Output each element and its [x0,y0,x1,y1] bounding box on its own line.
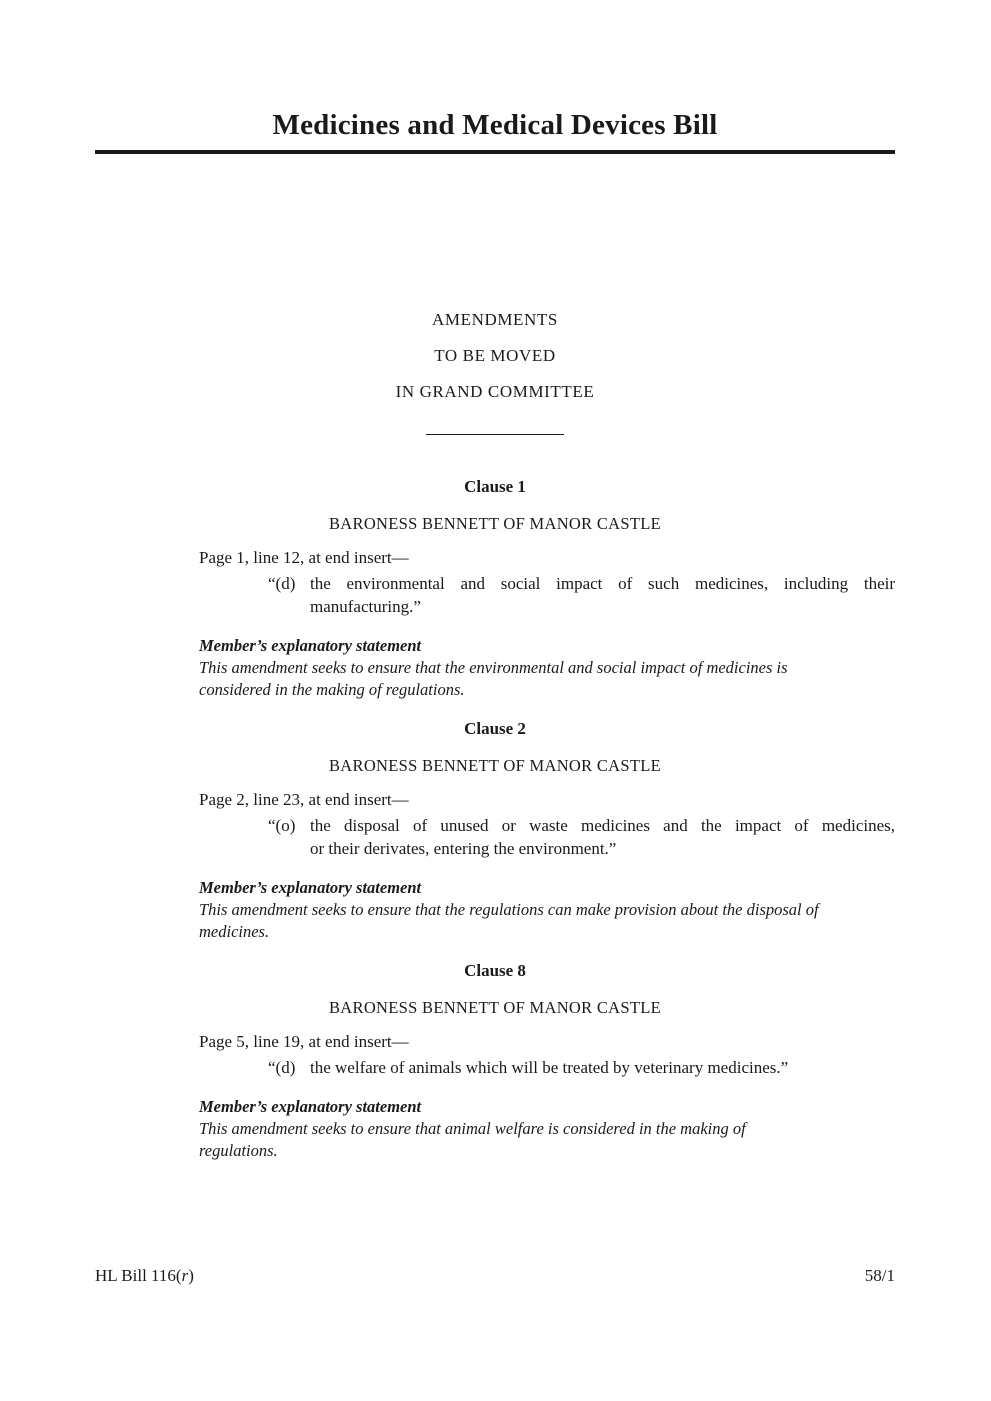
insert-paragraph-label: “(o) [268,816,296,835]
insert-paragraph-label: “(d) [268,1058,296,1077]
explanatory-heading: Member’s explanatory statement [199,878,422,897]
explanatory-heading: Member’s explanatory statement [199,1097,422,1116]
insert-text [310,814,895,860]
insert-text-line: the environmental and social impact of such medicines, including their [310,574,895,593]
amendment-section-clause-1 [95,475,895,701]
amendment-section-clause-8 [95,959,895,1162]
insert-text [310,1056,895,1079]
explanatory-heading: Member’s explanatory statement [199,636,422,655]
amendments-heading [95,302,895,410]
explanatory-line: considered in the making of regulations. [199,680,465,699]
clause-heading: Clause 1 [464,477,526,496]
amendment-body [199,1030,895,1162]
explanatory-line: This amendment seeks to ensure that the environmental and social impact of medicines is [199,658,788,677]
inserted-text-block [268,572,895,618]
explanatory-line: regulations. [199,1141,278,1160]
sponsor-name: BARONESS BENNETT OF MANOR CASTLE [329,756,661,775]
explanatory-line: This amendment seeks to ensure that animal welfare is considered in the making of [199,1119,746,1138]
amendment-instruction: Page 2, line 23, at end insert— [199,790,409,809]
insert-text [310,572,895,618]
bill-reference-italic: r [181,1266,189,1285]
title-rule [95,150,895,154]
insert-text-line: the disposal of unused or waste medicines and the impact of medicines, [310,816,895,835]
clause-heading: Clause 8 [464,961,526,980]
heading-line-amendments: AMENDMENTS [432,310,558,329]
insert-text-line: manufacturing.” [310,597,421,616]
amendment-instruction: Page 5, line 19, at end insert— [199,1032,409,1051]
amendment-instruction: Page 1, line 12, at end insert— [199,548,409,567]
inserted-text-block [268,814,895,860]
bill-reference [95,1264,194,1287]
explanatory-line: This amendment seeks to ensure that the regulations can make provision about the disposal of [199,900,819,919]
amendment-body [199,546,895,701]
heading-line-committee: IN GRAND COMMITTEE [395,382,595,401]
clause-heading: Clause 2 [464,719,526,738]
amendment-paper-number: 58/1 [864,1266,895,1285]
page-footer [95,1264,895,1287]
amendment-section-clause-2 [95,717,895,943]
sponsor-name: BARONESS BENNETT OF MANOR CASTLE [329,514,661,533]
insert-text-line: the welfare of animals which will be treated by veterinary medicines.” [310,1058,789,1077]
insert-text-line: or their derivates, entering the environment.” [310,839,617,858]
inserted-text-block [268,1056,895,1079]
bill-reference-text: HL Bill 116( [95,1266,182,1285]
heading-line-to-be-moved: TO BE MOVED [434,346,556,365]
sponsor-name: BARONESS BENNETT OF MANOR CASTLE [329,998,661,1017]
bill-reference-close: ) [188,1266,194,1285]
amendment-body [199,788,895,943]
explanatory-line: medicines. [199,922,270,941]
bill-title: Medicines and Medical Devices Bill [272,109,718,141]
separator-line [426,434,564,435]
insert-paragraph-label: “(d) [268,574,296,593]
